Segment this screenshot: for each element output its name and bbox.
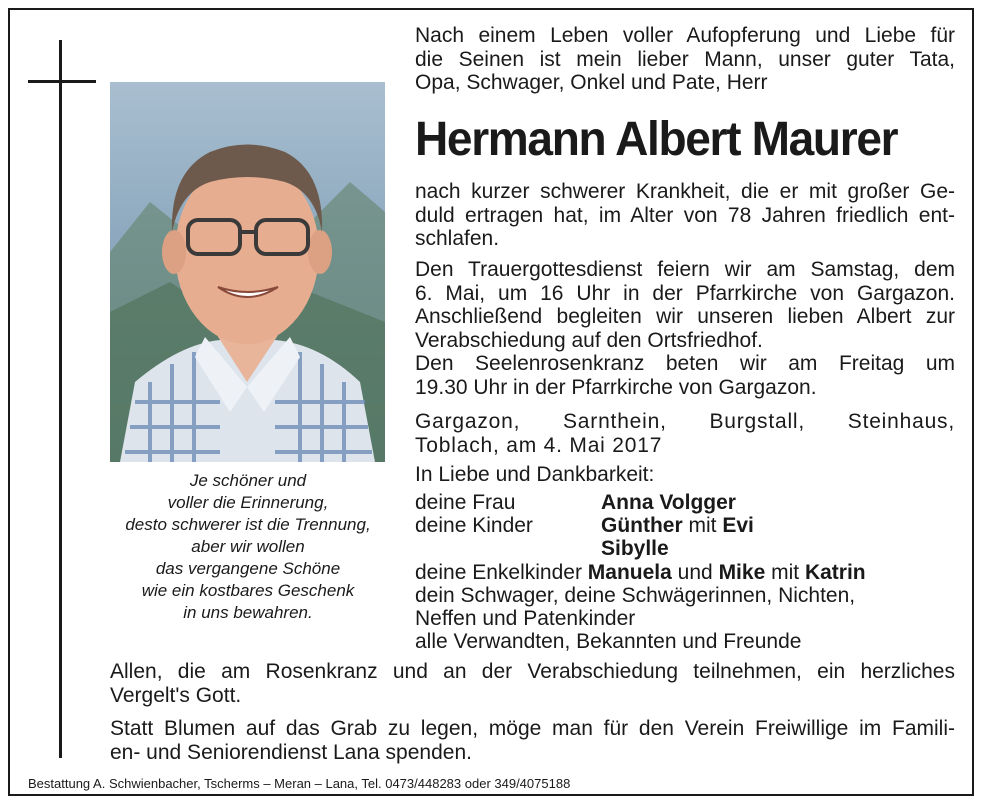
mourner-name: Mike bbox=[718, 561, 766, 584]
mourner-label: deine Frau bbox=[415, 491, 516, 514]
text-line: die Seinen ist mein lieber Mann, unser guter Tata, bbox=[415, 47, 955, 71]
mourner-row-child2 bbox=[415, 537, 669, 561]
text-line: Statt Blumen auf das Grab zu legen, möge man für den Verein Freiwillige im Famili- bbox=[110, 717, 955, 740]
memorial-quote bbox=[100, 470, 396, 624]
mourner-label: deine Kinder bbox=[415, 514, 533, 537]
text-line: Nach einem Leben voller Aufopferung und Liebe für bbox=[415, 24, 955, 47]
text-line: duld ertragen hat, im Alter von 78 Jahren friedlich ent- bbox=[415, 203, 955, 227]
quote-line: das vergangene Schöne bbox=[155, 559, 341, 578]
funeral-home-footer: Bestattung A. Schwienbacher, Tscherms – Meran – Lana, Tel. 0473/448283 oder 349/4075188 bbox=[28, 776, 571, 791]
intro-paragraph bbox=[415, 24, 955, 95]
text-line: schlafen. bbox=[415, 227, 500, 250]
text-line: 6. Mai, um 16 Uhr in der Pfarrkirche von Gargazon. bbox=[415, 281, 955, 305]
text-line: Anschließend begleiten wir unseren lieben Albert zur bbox=[415, 305, 955, 328]
text-line: Verabschiedung auf den Ortsfriedhof. bbox=[415, 328, 763, 352]
service-paragraph bbox=[415, 258, 955, 399]
illness-paragraph bbox=[415, 180, 955, 251]
quote-line: in uns bewahren. bbox=[183, 603, 313, 622]
quote-line: wie ein kostbares Geschenk bbox=[141, 581, 355, 600]
mourner-name: Katrin bbox=[804, 561, 866, 584]
text-line: en- und Seniorendienst Lana spenden. bbox=[110, 740, 472, 764]
text-line: Opa, Schwager, Onkel und Pate, Herr bbox=[415, 71, 768, 94]
quote-line: voller die Erinnerung, bbox=[167, 493, 329, 512]
connector-text: mit bbox=[688, 514, 717, 537]
mourner-row-relatives: alle Verwandten, Bekannten und Freunde bbox=[415, 630, 802, 653]
connector-text: mit bbox=[771, 561, 800, 584]
deceased-name: Hermann Albert Maurer bbox=[415, 113, 898, 166]
text-line: Den Trauergottesdienst feiern wir am Samstag, dem bbox=[415, 258, 955, 281]
text-line: nach kurzer schwerer Krankheit, die er mit großer Ge- bbox=[415, 180, 955, 203]
portrait-photo bbox=[110, 82, 385, 462]
connector-text: und bbox=[677, 561, 713, 584]
quote-line: aber wir wollen bbox=[191, 537, 305, 556]
text-line: 19.30 Uhr in der Pfarrkirche von Gargazon. bbox=[415, 375, 817, 399]
mourner-row-nephews: Neffen und Patenkinder bbox=[415, 607, 636, 630]
mourner-row-wife bbox=[415, 491, 736, 515]
quote-line: Je schöner und bbox=[189, 471, 307, 490]
place-date bbox=[415, 410, 955, 457]
text-line: Gargazon, Sarnthein, Burgstall, Steinhaus, bbox=[415, 410, 955, 433]
quote-line: desto schwerer ist die Trennung, bbox=[125, 515, 371, 534]
mourner-row-children bbox=[415, 514, 754, 538]
mourner-label: deine Enkelkinder bbox=[415, 561, 582, 584]
mourner-row-in-laws: dein Schwager, deine Schwägerinnen, Nichten, bbox=[415, 584, 856, 607]
flowers-paragraph bbox=[110, 717, 955, 764]
text-line: Den Seelenrosenkranz beten wir am Freitag um bbox=[415, 352, 955, 375]
mourner-name: Manuela bbox=[587, 561, 672, 584]
mourner-row-grandchildren bbox=[415, 561, 866, 585]
mourner-name: Sibylle bbox=[601, 537, 669, 560]
text-line: Vergelt's Gott. bbox=[110, 683, 242, 707]
thanks-paragraph bbox=[110, 660, 955, 707]
mourner-name: Anna Volgger bbox=[601, 491, 736, 514]
mourner-name: Evi bbox=[722, 514, 754, 537]
text-line: Allen, die am Rosenkranz und an der Verabschiedung teilnehmen, ein herzliches bbox=[110, 660, 955, 683]
mourner-name: Günther bbox=[601, 514, 683, 537]
text-line: Toblach, am 4. Mai 2017 bbox=[415, 433, 663, 457]
mourners-intro: In Liebe und Dankbarkeit: bbox=[415, 463, 655, 486]
